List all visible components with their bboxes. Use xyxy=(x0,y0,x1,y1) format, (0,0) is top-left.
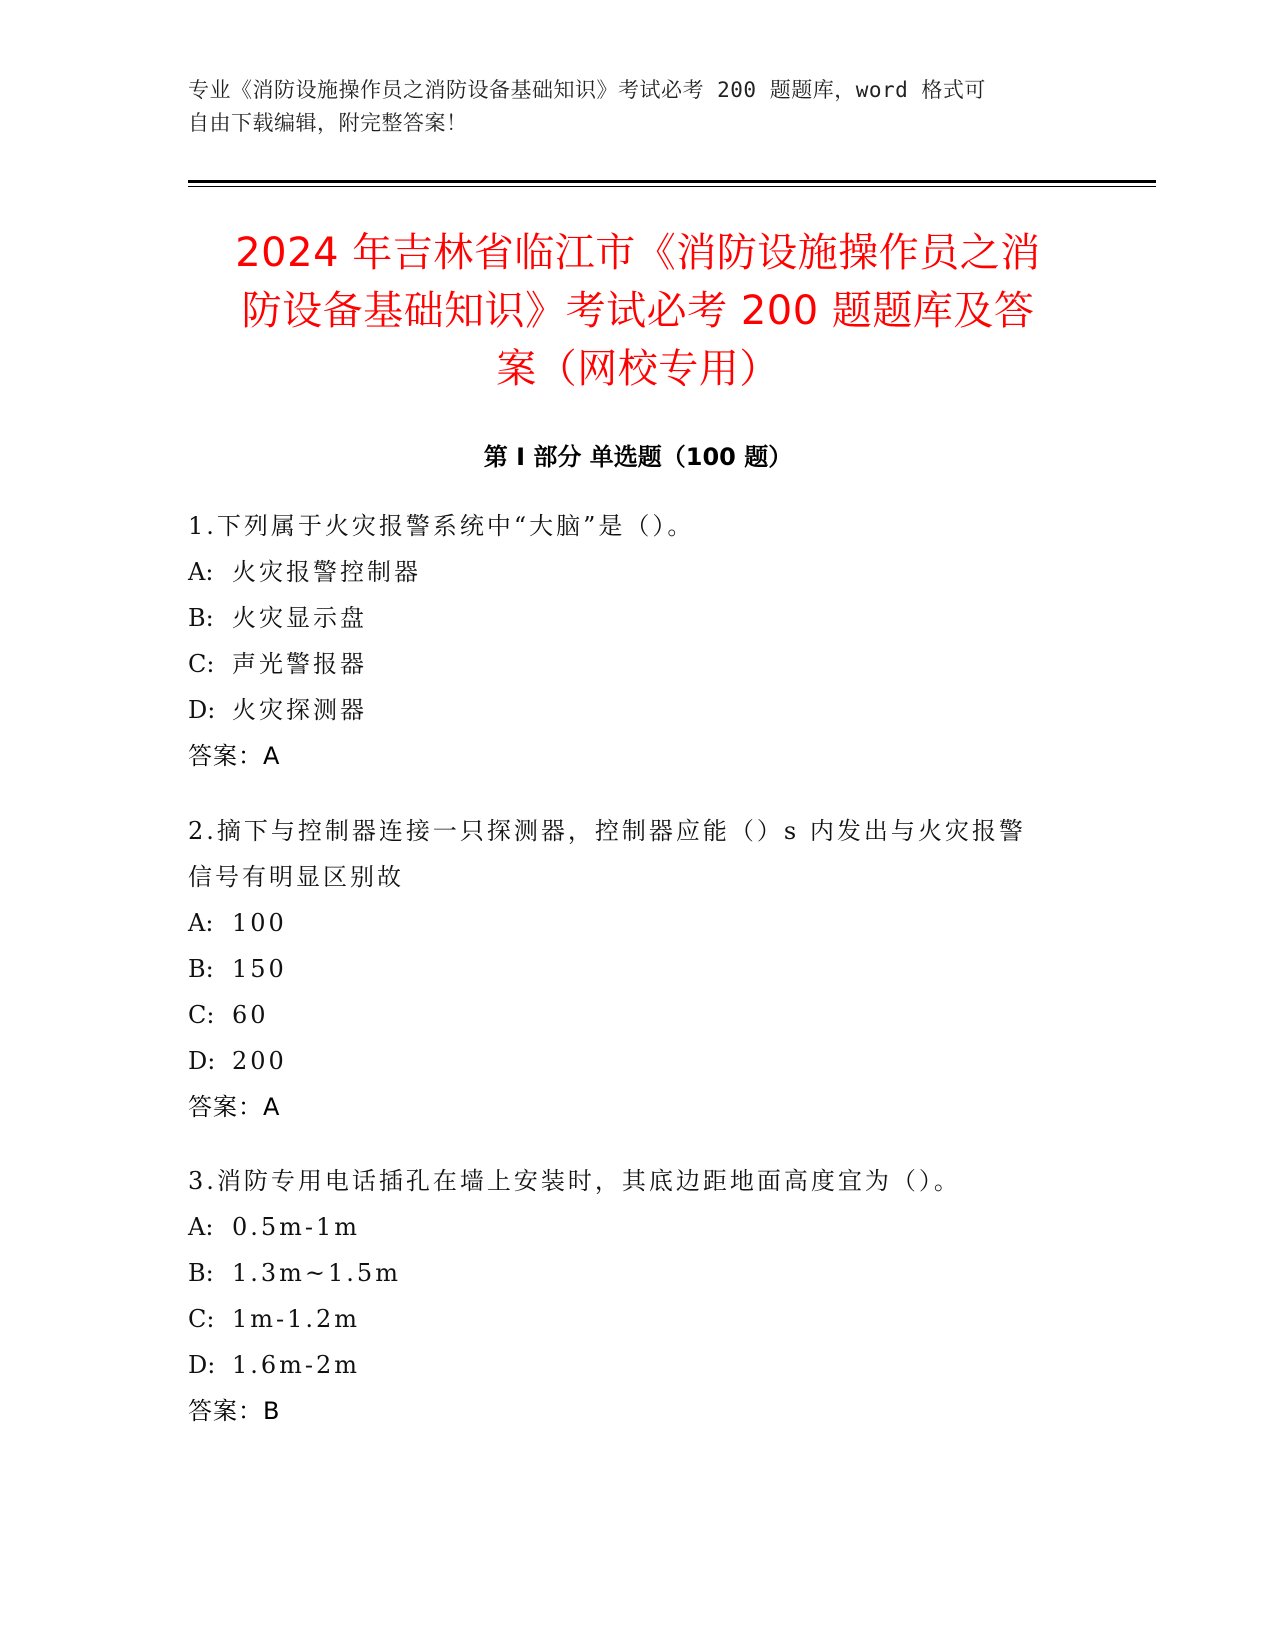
option-label: D: xyxy=(188,1047,216,1075)
option-label: B: xyxy=(188,604,214,632)
option-text: 火灾探测器 xyxy=(232,696,367,724)
title-line-2: 防设备基础知识》考试必考 200 题题库及答 xyxy=(241,288,1035,334)
option-a xyxy=(188,549,1088,595)
option-text: 0.5m-1m xyxy=(232,1213,361,1241)
answer: 答案：B xyxy=(188,1397,281,1425)
option-a xyxy=(188,1204,1088,1250)
section-title: 第 I 部分 单选题（100 题） xyxy=(483,443,793,471)
question-3 xyxy=(188,1158,1088,1434)
header-note xyxy=(188,74,1088,140)
option-c xyxy=(188,992,1088,1038)
option-d xyxy=(188,687,1088,733)
answer: 答案：A xyxy=(188,1093,281,1121)
option-b xyxy=(188,1250,1088,1296)
question-text-line-2: 信号有明显区别故 xyxy=(188,863,404,891)
question-text: 1.下列属于火灾报警系统中“大脑”是（）。 xyxy=(188,512,695,540)
question-2 xyxy=(188,808,1088,1130)
option-c xyxy=(188,641,1088,687)
header-divider-thick xyxy=(188,180,1156,183)
question-text-line-1: 2.摘下与控制器连接一只探测器，控制器应能（）s 内发出与火灾报警 xyxy=(188,817,1026,845)
option-label: C: xyxy=(188,1001,215,1029)
option-text: 60 xyxy=(232,1001,269,1029)
option-c xyxy=(188,1296,1088,1342)
option-text: 1.3m~1.5m xyxy=(232,1259,401,1287)
option-label: D: xyxy=(188,1351,216,1379)
option-text: 火灾报警控制器 xyxy=(232,558,421,586)
option-label: C: xyxy=(188,650,215,678)
option-text: 100 xyxy=(232,909,287,937)
option-d xyxy=(188,1342,1088,1388)
option-label: B: xyxy=(188,1259,214,1287)
option-a xyxy=(188,900,1088,946)
option-label: A: xyxy=(188,558,214,586)
option-b xyxy=(188,595,1088,641)
option-label: D: xyxy=(188,696,216,724)
option-label: C: xyxy=(188,1305,215,1333)
option-text: 200 xyxy=(232,1047,287,1075)
question-text: 3.消防专用电话插孔在墙上安装时，其底边距地面高度宜为（）。 xyxy=(188,1167,961,1195)
option-text: 1.6m-2m xyxy=(232,1351,361,1379)
question-1 xyxy=(188,503,1088,779)
document-title xyxy=(188,224,1088,398)
option-d xyxy=(188,1038,1088,1084)
option-text: 声光警报器 xyxy=(232,650,367,678)
option-label: A: xyxy=(188,909,214,937)
option-text: 1m-1.2m xyxy=(232,1305,361,1333)
header-note-line-2: 自由下载编辑，附完整答案！ xyxy=(188,111,468,135)
option-text: 火灾显示盘 xyxy=(232,604,367,632)
option-label: B: xyxy=(188,955,214,983)
option-label: A: xyxy=(188,1213,214,1241)
header-divider-thin xyxy=(188,186,1156,187)
answer: 答案：A xyxy=(188,742,281,770)
option-text: 150 xyxy=(232,955,287,983)
title-line-3: 案（网校专用） xyxy=(496,346,780,392)
title-line-1: 2024 年吉林省临江市《消防设施操作员之消 xyxy=(235,230,1041,276)
option-b xyxy=(188,946,1088,992)
header-note-line-1: 专业《消防设施操作员之消防设备基础知识》考试必考 200 题题库，word 格式可 xyxy=(188,78,986,102)
